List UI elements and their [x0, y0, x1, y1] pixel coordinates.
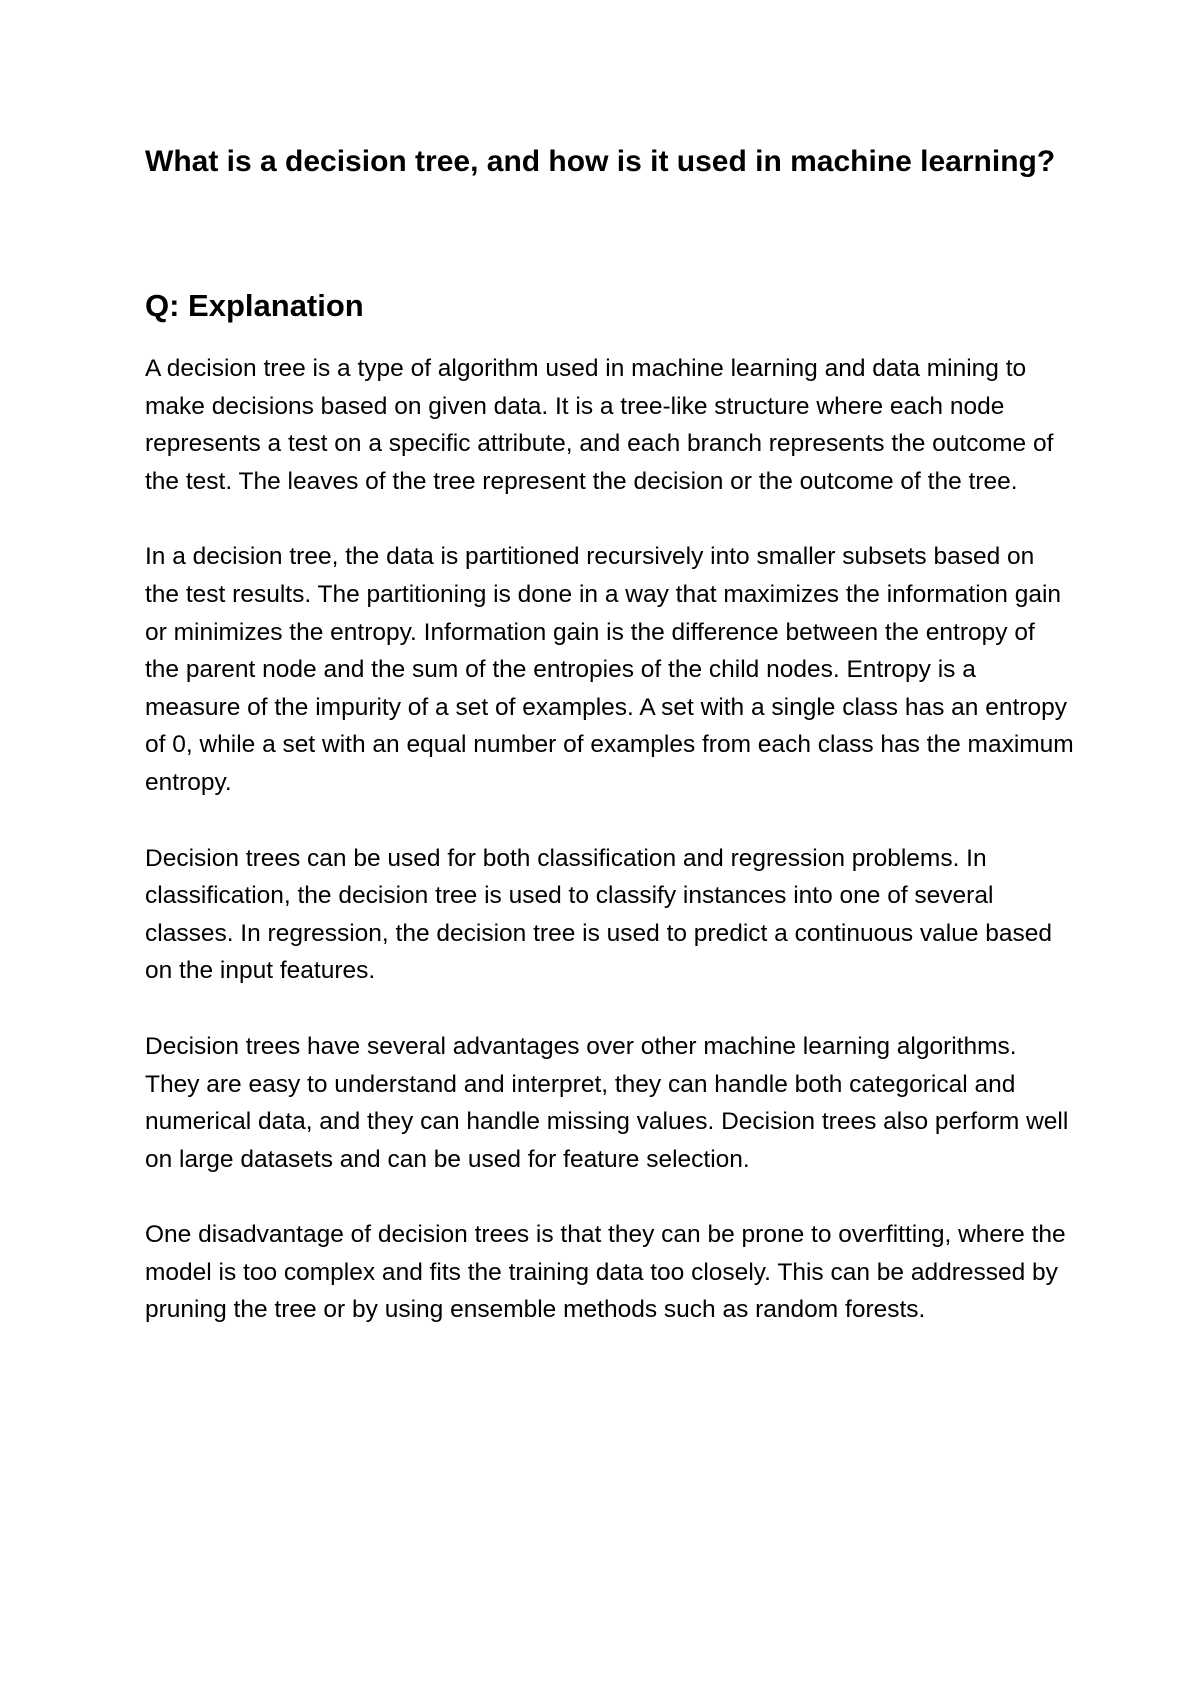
paragraph-advantages: Decision trees have several advantages over other machine learning algorithms. They are easy to understand and interpret, they can handle both categorical and numerical data, and they can handle missing values. Decision trees also perform well on large datasets and can be used for feature selection. [145, 1032, 1069, 1173]
paragraph-definition: A decision tree is a type of algorithm used in machine learning and data mining to make decisions based on given data. It is a tree-like structure where each node represents a test on a specific attribute, and each branch represents the outcome of the test. The leaves of the tree represent the decision or the outcome of the tree. [145, 355, 1054, 495]
document-page [145, 140, 1075, 1329]
paragraph-uses: Decision trees can be used for both classification and regression problems. In classification, the decision tree is used to classify instances into one of several classes. In regression, the decision tree is used to predict a continuous value based on the input features. [145, 844, 1053, 985]
paragraph-disadvantages: One disadvantage of decision trees is that they can be prone to overfitting, where the model is too complex and fits the training data too closely. This can be addressed by pruning the tree or by using ensemble methods such as random forests. [145, 1221, 1066, 1324]
paragraph-partitioning: In a decision tree, the data is partitioned recursively into smaller subsets based on the test results. The partitioning is done in a way that maximizes the information gain or minimizes the entropy. Information gain is the difference between the entropy of the parent node and the sum of the entropies of the child nodes. Entropy is a measure of the impurity of a set of examples. A set with a single class has an entropy of 0, while a set with an equal number of examples from each class has the maximum entropy. [145, 543, 1074, 796]
section-heading: Q: Explanation [145, 288, 364, 323]
document-title: What is a decision tree, and how is it used in machine learning? [145, 145, 1056, 178]
